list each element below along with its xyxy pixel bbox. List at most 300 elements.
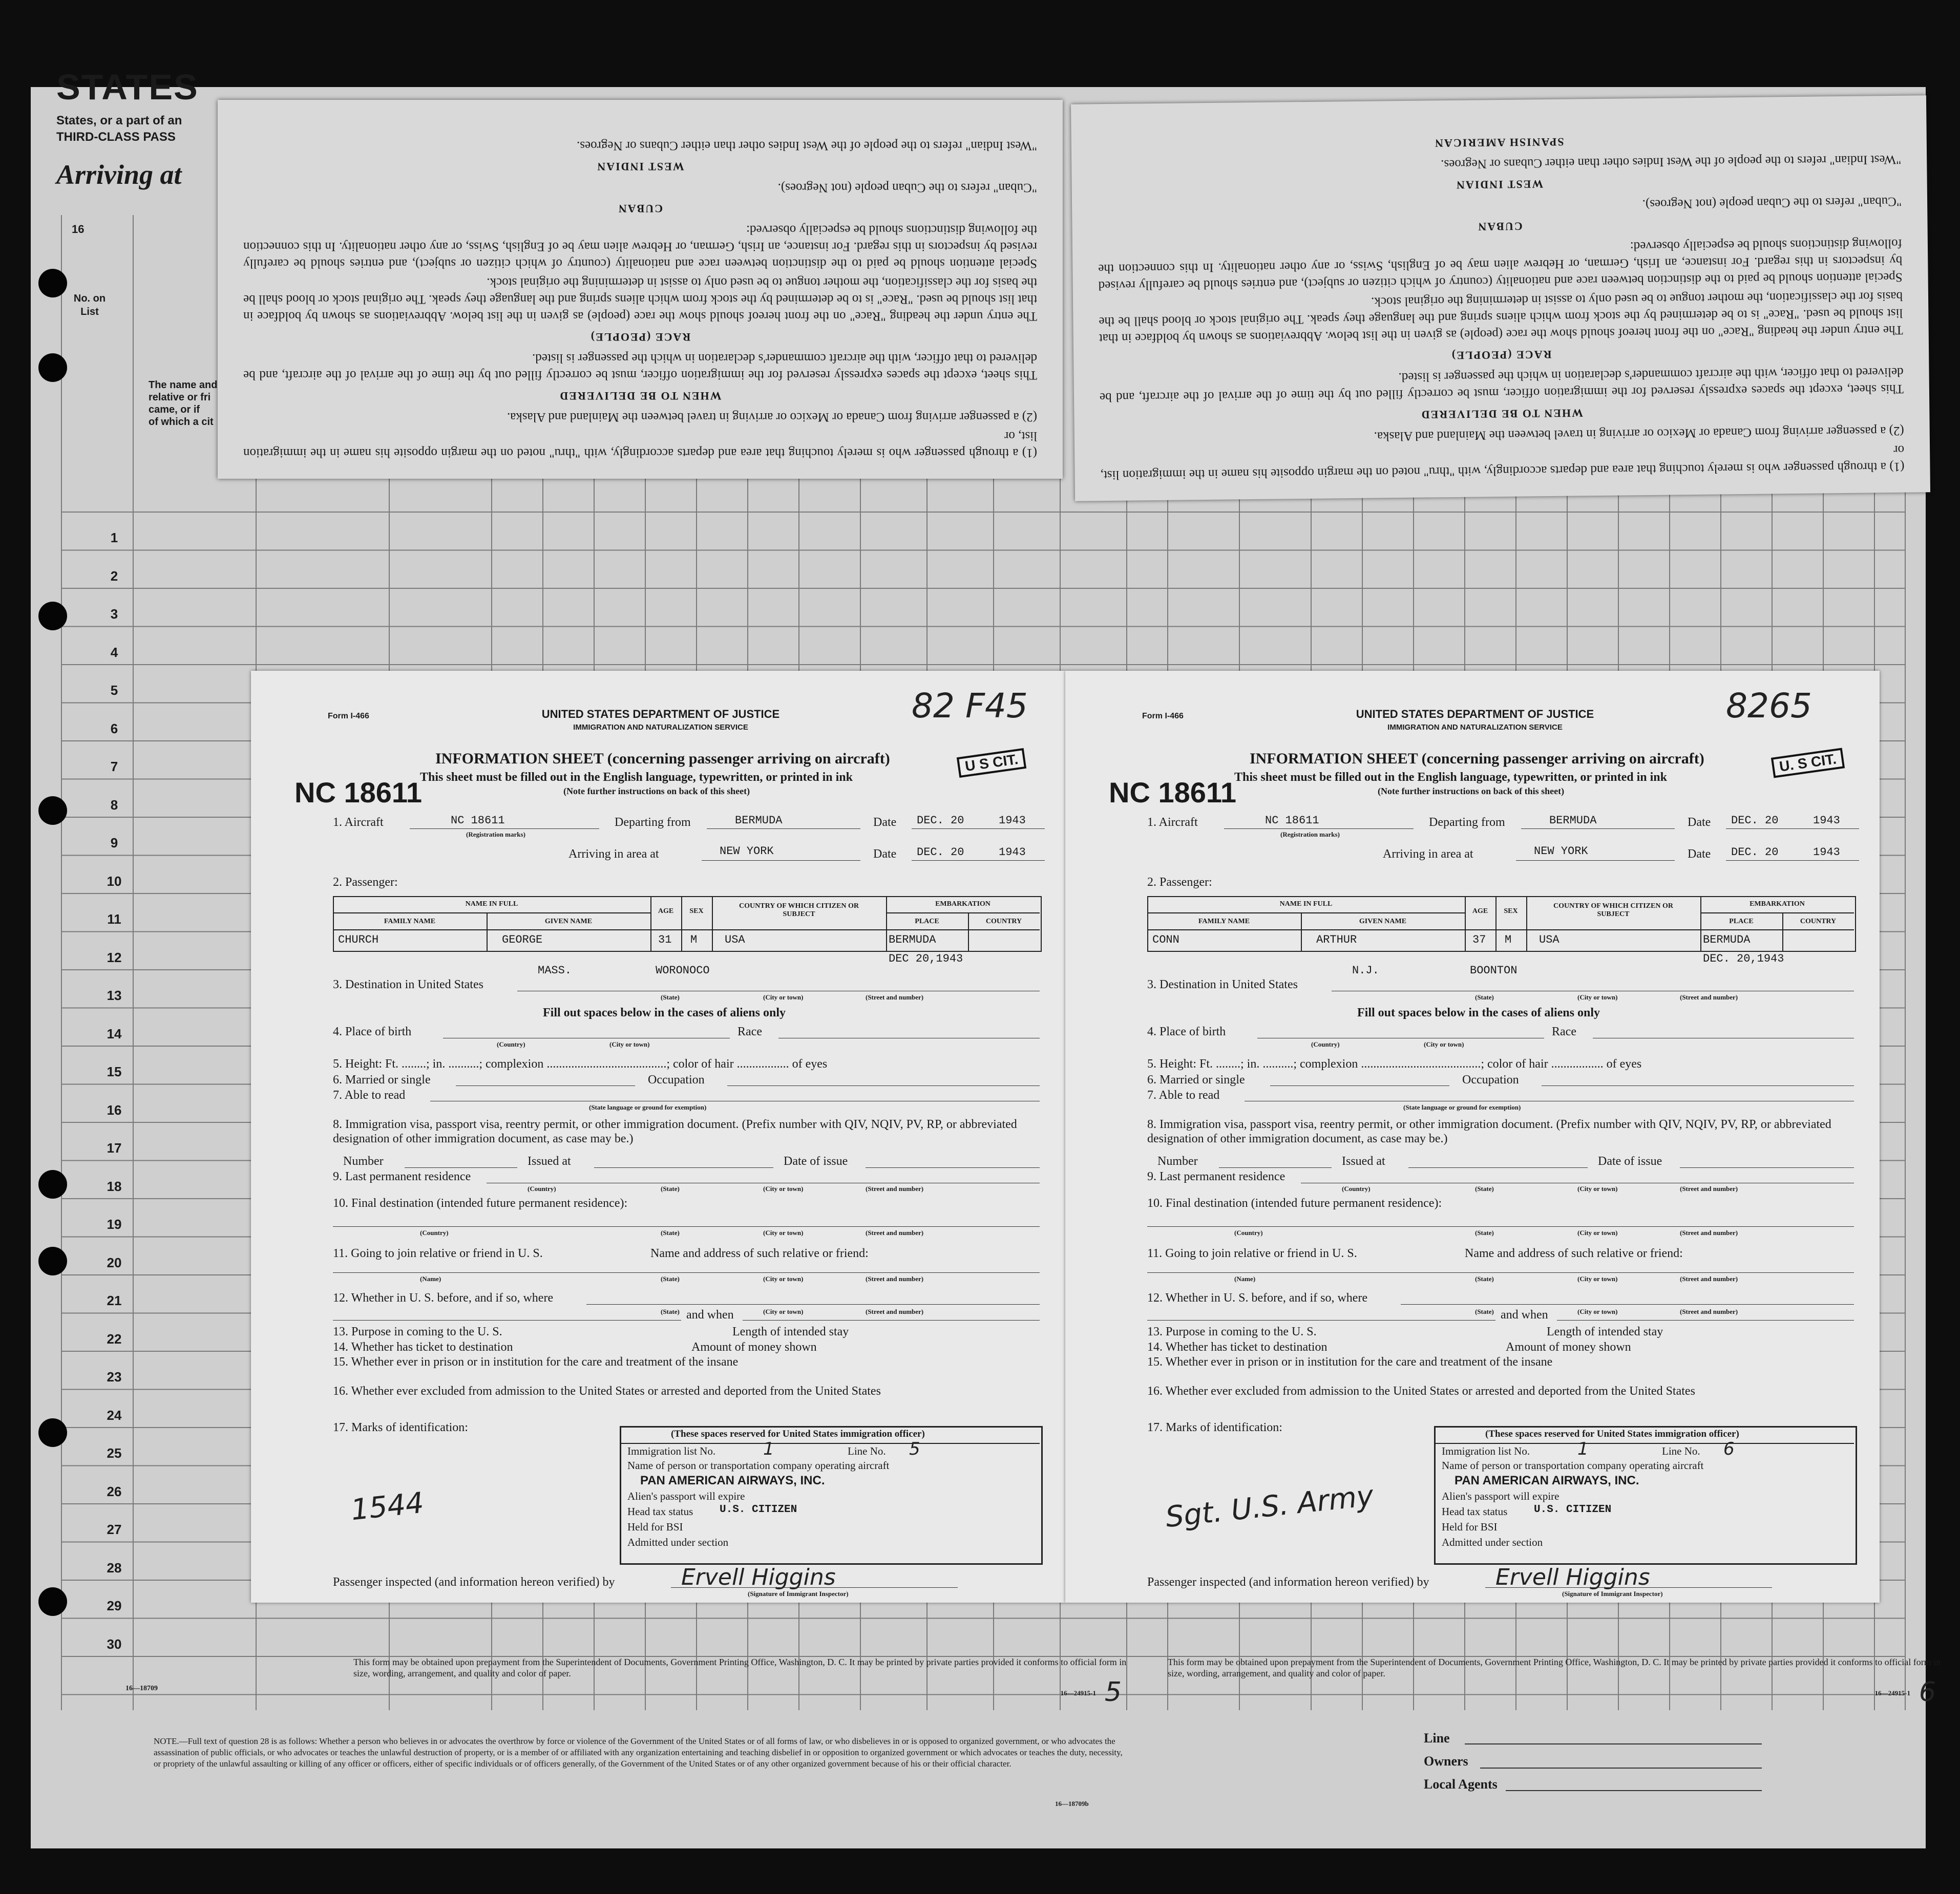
state-caption: (State)	[1475, 1229, 1494, 1237]
arriving-value: NEW YORK	[1534, 845, 1588, 858]
table-rule	[681, 896, 682, 951]
arrival-year: 1943	[1813, 846, 1840, 859]
slip-west-heading: WEST INDIAN	[596, 160, 684, 173]
inspected-label: Passenger inspected (and information hereon verified) by	[1147, 1576, 1429, 1589]
punch-hole	[38, 1587, 67, 1616]
street-caption: (Street and number)	[866, 1308, 924, 1315]
identification-marks: Sgt. U.S. Army	[1164, 1479, 1375, 1535]
held-bsi-label: Held for BSI	[627, 1521, 683, 1533]
sex-value: M	[1505, 933, 1512, 946]
given-name-value: GEORGE	[502, 933, 543, 946]
form-code: 16—24915-1	[1874, 1689, 1910, 1697]
form-code: 16—24915-1	[1060, 1689, 1096, 1697]
head-tax-label: Head tax status	[627, 1505, 693, 1518]
length-stay-label: Length of intended stay	[732, 1325, 849, 1338]
issued-at-field	[1408, 1167, 1588, 1168]
table-rule	[333, 912, 650, 913]
and-when-label: and when	[686, 1308, 734, 1322]
embarkation-date-value: DEC 20,1943	[889, 952, 963, 965]
manifest-note: NOTE.—Full text of question 28 is as follows: Whether a person who believes in or advocates the overthrow by force or violence of the Government of the United States or of all forms of law, or who disbelieves in or is opposed to organized government, or who advocates the assassination of public officials, or who advocates or teaches the unlawful destruction of property, or is a member of or affiliated with any organization entertaining and teaching disbelief in or opposition to organized government or which advocates or teaches the duty, necessity, or propriety of the unlawful assaulting or killing of any officer or officers, either of specific individuals or of officers generally, of the Government of the United States or of any other organized government because of his or their official character.	[154, 1736, 1123, 1769]
q4-label: 4. Place of birth	[1147, 1025, 1226, 1038]
row-number: 8	[110, 797, 118, 813]
arrival-date: DEC. 20	[917, 846, 964, 859]
citizen-value: USA	[1539, 933, 1559, 946]
row-number: 15	[107, 1064, 122, 1079]
state-caption: (State)	[661, 1308, 680, 1315]
arrival-date-field	[912, 860, 1045, 861]
state-caption: (State)	[661, 993, 680, 1001]
embarkation-header: EMBARKATION	[935, 900, 990, 908]
slip-when-heading: WHEN TO BE DELIVERED	[559, 390, 722, 402]
q1-label: 1. Aircraft	[1147, 816, 1198, 829]
table-rule	[650, 896, 651, 951]
length-stay-label: Length of intended stay	[1547, 1325, 1663, 1338]
given-name-header: GIVEN NAME	[1359, 918, 1407, 925]
departing-label: Departing from	[1429, 816, 1505, 829]
row-number: 3	[110, 606, 118, 622]
passport-expire-label: Alien's passport will expire	[1442, 1490, 1559, 1502]
q13-label: 13. Purpose in coming to the U. S.	[333, 1325, 502, 1338]
q6-label: 6. Married or single	[333, 1073, 431, 1087]
country-caption: (Country)	[1311, 1040, 1340, 1048]
given-name-header: GIVEN NAME	[544, 918, 593, 925]
row-number: 10	[107, 873, 122, 889]
country-header: COUNTRY	[1800, 918, 1837, 925]
occupation-label: Occupation	[1462, 1073, 1519, 1087]
q4-label: 4. Place of birth	[333, 1025, 412, 1038]
reserved-caption: (These spaces reserved for United States immigration officer)	[1485, 1429, 1739, 1439]
q11-label: 11. Going to join relative or friend in U. S.	[1147, 1247, 1357, 1260]
slip-item-1: (1) a through passenger who is merely touching that area and departs accordingly, with "thru" noted on the margin opposite his name in the immigration list, or	[1100, 442, 1905, 482]
q17-label: 17. Marks of identification:	[1147, 1421, 1282, 1434]
q10-label: 10. Final destination (intended future permanent residence):	[333, 1197, 628, 1210]
slip-spanish-heading: SPANISH AMERICAN	[1434, 135, 1564, 150]
state-caption: (State)	[1475, 993, 1494, 1001]
department-heading: UNITED STATES DEPARTMENT OF JUSTICE	[541, 708, 780, 720]
instructions-line: This sheet must be filled out in the English language, typewritten, or printed in ink	[1234, 771, 1667, 784]
q16-label: 16. Whether ever excluded from admission to the United States or arrested and deported from the United States	[1147, 1385, 1695, 1398]
aircraft-field	[410, 828, 599, 829]
q13-label: 13. Purpose in coming to the U. S.	[1147, 1325, 1317, 1338]
language-caption: (State language or ground for exemption)	[589, 1103, 707, 1111]
final-destination-field	[1147, 1226, 1854, 1227]
handwritten-number: 82 F45	[912, 686, 1028, 726]
registration-caption: (Registration marks)	[466, 831, 525, 838]
registration-handwritten: NC 18611	[1109, 776, 1237, 808]
table-rule	[1147, 912, 1465, 913]
age-value: 31	[658, 933, 672, 946]
country-caption: (Country)	[497, 1040, 525, 1048]
state-caption: (State)	[661, 1229, 680, 1237]
arriving-label: Arriving in area at	[568, 847, 659, 861]
table-rule	[333, 929, 1040, 930]
instructions-line: This sheet must be filled out in the English language, typewritten, or printed in ink	[420, 771, 853, 784]
row-number: 6	[110, 720, 118, 736]
money-label: Amount of money shown	[691, 1340, 817, 1354]
citizen-header: COUNTRY OF WHICH CITIZEN OR SUBJECT	[1553, 902, 1673, 918]
reserved-caption: (These spaces reserved for United States immigration officer)	[671, 1429, 925, 1439]
imm-list-value: 1	[1577, 1439, 1589, 1459]
sex-header: SEX	[1504, 907, 1518, 915]
aircraft-field	[1224, 828, 1414, 829]
passport-expire-label: Alien's passport will expire	[627, 1490, 745, 1502]
head-tax-value: U.S. CITIZEN	[720, 1504, 797, 1516]
street-caption: (Street and number)	[866, 1229, 924, 1237]
race-label: Race	[737, 1025, 762, 1038]
registration-caption: (Registration marks)	[1280, 831, 1340, 838]
aircraft-value: NC 18611	[451, 814, 505, 827]
fill-aliens-heading: Fill out spaces below in the cases of aliens only	[543, 1006, 786, 1019]
street-caption: (Street and number)	[866, 1185, 924, 1193]
instructions-note: (Note further instructions on back of this sheet)	[563, 786, 750, 796]
q5-label: 5. Height: Ft. ........; in. ..........; complexion .......................................; color of hair ................. of eyes	[333, 1057, 828, 1071]
admitted-label: Admitted under section	[1442, 1536, 1543, 1548]
slip-cuban-heading: CUBAN	[617, 202, 663, 215]
country-header: COUNTRY	[985, 918, 1022, 925]
signature-caption: (Signature of Immigrant Inspector)	[1562, 1590, 1663, 1598]
street-caption: (Street and number)	[1680, 1308, 1738, 1315]
when-field	[743, 1320, 1040, 1321]
departure-date: DEC. 20	[917, 814, 964, 827]
citizen-stamp: U. S CIT.	[1771, 748, 1845, 778]
form-footer-text: This form may be obtained upon prepayment from the Superintendent of Documents, Government Printing Office, Washington, D. C. It may be printed by private parties provided it conforms to official form in size, wording, arrangement, and quality and color of paper.	[1168, 1657, 1941, 1678]
language-caption: (State language or ground for exemption)	[1403, 1103, 1521, 1111]
previous-visit-field	[1401, 1304, 1854, 1305]
row-number: 19	[107, 1217, 122, 1232]
state-caption: (State)	[1475, 1275, 1494, 1283]
q5-label: 5. Height: Ft. ........; in. ..........; complexion .......................................; color of hair ................. of eyes	[1147, 1057, 1642, 1071]
state-caption: (State)	[661, 1275, 680, 1283]
when-field	[1557, 1320, 1854, 1321]
city-caption: (City or town)	[1577, 993, 1618, 1001]
city-caption: (City or town)	[763, 1229, 804, 1237]
signature-field	[671, 1587, 958, 1588]
service-heading: IMMIGRATION AND NATURALIZATION SERVICE	[573, 723, 748, 732]
departure-date: DEC. 20	[1731, 814, 1779, 827]
slip-west-text: "West Indian" refers to the people of the West Indies other than either Cubans or Negroes.	[1441, 152, 1902, 172]
issued-at-label: Issued at	[1342, 1155, 1385, 1168]
embarkation-header: EMBARKATION	[1750, 900, 1805, 908]
city-caption: (City or town)	[763, 1308, 804, 1315]
agents-field	[1506, 1790, 1762, 1791]
q14-label: 14. Whether has ticket to destination	[333, 1340, 513, 1354]
operator-value: PAN AMERICAN AIRWAYS, INC.	[640, 1474, 825, 1487]
aircraft-value: NC 18611	[1265, 814, 1319, 827]
date-label: Date	[1688, 816, 1711, 829]
line-field	[1465, 1743, 1762, 1744]
punch-hole	[38, 1247, 67, 1275]
instruction-slip-left	[218, 100, 1063, 479]
place-header: PLACE	[1729, 918, 1754, 925]
information-sheet-title: INFORMATION SHEET (concerning passenger arriving on aircraft)	[435, 750, 890, 767]
country-caption: (Country)	[1234, 1229, 1263, 1237]
column-number: 16	[72, 223, 85, 236]
row-number: 24	[107, 1407, 122, 1423]
and-when-label: and when	[1501, 1308, 1548, 1322]
slip-item-2: (2) a passenger arriving from Canada or Mexico or arriving in travel between the Mainland and Alaska.	[1374, 423, 1904, 443]
arrival-year: 1943	[999, 846, 1026, 859]
table-rule	[1465, 896, 1466, 951]
q11-label: 11. Going to join relative or friend in U. S.	[333, 1247, 543, 1260]
arriving-field	[1516, 860, 1675, 861]
destination-state-value: MASS.	[538, 964, 572, 977]
state-caption: (State)	[1475, 1308, 1494, 1315]
country-caption: (Country)	[1342, 1185, 1371, 1193]
q8-label: 8. Immigration visa, passport visa, reentry permit, or other immigration document. (Prefix number with QIV, NQIV, PV, RP, or abbreviated designation of other immigration document, as case may be.)	[333, 1118, 1017, 1145]
arrival-date-field	[1726, 860, 1859, 861]
table-rule	[1495, 896, 1497, 951]
street-caption: (Street and number)	[1680, 1185, 1738, 1193]
row-number: 27	[107, 1522, 122, 1537]
punch-hole	[38, 1170, 67, 1199]
department-heading: UNITED STATES DEPARTMENT OF JUSTICE	[1356, 708, 1594, 720]
date-issue-label: Date of issue	[1598, 1155, 1662, 1168]
arrival-date: DEC. 20	[1731, 846, 1779, 859]
age-header: AGE	[658, 907, 674, 915]
admitted-label: Admitted under section	[627, 1536, 729, 1548]
citizen-header: COUNTRY OF WHICH CITIZEN OR SUBJECT	[739, 902, 859, 918]
row-number: 4	[110, 644, 118, 660]
punch-hole	[38, 602, 67, 630]
slip-special-text: Special attention should be paid to the distinction between race and nationality (country of which citizen or subject), and entries should be carefully revised by inspectors in this regard. For instance, an Irish, German, or Hebrew alien may be of English, Swiss, or any other nationality. In this connection the following distinctions should be especially observed:	[243, 223, 1037, 270]
punch-hole	[38, 269, 67, 297]
q1-label: 1. Aircraft	[333, 816, 384, 829]
row-number: 1	[110, 530, 118, 545]
line-no-label: Line No.	[848, 1445, 886, 1457]
city-caption: (City or town)	[609, 1040, 650, 1048]
row-number: 20	[107, 1254, 122, 1270]
slip-race-heading: RACE (PEOPLE)	[589, 331, 691, 344]
state-caption: (State)	[661, 1185, 680, 1193]
state-caption: (State)	[1475, 1185, 1494, 1193]
row-number: 26	[107, 1483, 122, 1499]
q9-label: 9. Last permanent residence	[333, 1170, 471, 1183]
head-tax-label: Head tax status	[1442, 1505, 1508, 1518]
line-no-value: 5	[909, 1439, 920, 1459]
q3-label: 3. Destination in United States	[333, 978, 483, 991]
departing-label: Departing from	[615, 816, 691, 829]
date-issue-label: Date of issue	[784, 1155, 848, 1168]
q9-label: 9. Last permanent residence	[1147, 1170, 1285, 1183]
table-rule	[886, 912, 1040, 913]
sex-value: M	[690, 933, 698, 946]
previous-visit-field-2	[333, 1320, 681, 1321]
operator-label: Name of person or transportation company operating aircraft	[1442, 1459, 1704, 1472]
registration-handwritten: NC 18611	[294, 776, 423, 808]
owners-field	[1480, 1768, 1762, 1769]
q7-label: 7. Able to read	[333, 1089, 406, 1102]
line-no-label: Line No.	[1662, 1445, 1700, 1457]
table-rule	[712, 896, 713, 951]
row-number: 13	[107, 988, 122, 1003]
q17-label: 17. Marks of identification:	[333, 1421, 468, 1434]
issued-at-label: Issued at	[528, 1155, 571, 1168]
row-number: 18	[107, 1178, 122, 1194]
q7-label: 7. Able to read	[1147, 1089, 1220, 1102]
q3-label: 3. Destination in United States	[1147, 978, 1298, 991]
row-number: 25	[107, 1445, 122, 1461]
slip-west-heading: WEST INDIAN	[1455, 178, 1544, 191]
city-caption: (City or town)	[1577, 1185, 1618, 1193]
manifest-subtitle: States, or a part of an THIRD-CLASS PASS	[56, 114, 182, 144]
date-label: Date	[873, 816, 897, 829]
imm-list-label: Immigration list No.	[1442, 1445, 1530, 1457]
arriving-field	[702, 860, 860, 861]
held-bsi-label: Held for BSI	[1442, 1521, 1498, 1533]
form-code-b: 16—18709b	[1055, 1800, 1089, 1807]
relative-field	[1147, 1272, 1854, 1273]
information-sheet-title: INFORMATION SHEET (concerning passenger arriving on aircraft)	[1250, 750, 1704, 767]
family-name-header: FAMILY NAME	[384, 918, 436, 925]
column-text-header: The name and relative or fri came, or if of which a cit	[149, 379, 218, 428]
row-number: 12	[107, 949, 122, 965]
departure-year: 1943	[999, 814, 1026, 827]
name-in-full-header: NAME IN FULL	[465, 900, 518, 908]
date-label: Date	[873, 847, 897, 861]
date-label: Date	[1688, 847, 1711, 861]
street-caption: (Street and number)	[866, 993, 924, 1001]
row-number: 9	[110, 835, 118, 850]
operator-label: Name of person or transportation company operating aircraft	[627, 1459, 890, 1472]
form-number: Form I-466	[1142, 712, 1184, 720]
table-rule	[1700, 912, 1854, 913]
form-footer	[333, 1656, 1142, 1708]
q2-label: 2. Passenger:	[1147, 876, 1212, 889]
slip-item-2: (2) a passenger arriving from Canada or Mexico or arriving in travel between the Mainland and Alaska.	[507, 410, 1037, 424]
city-caption: (City or town)	[763, 1275, 804, 1283]
departing-field	[1521, 828, 1675, 829]
citizen-stamp: U S CIT.	[957, 748, 1027, 778]
slip-cuban-text: "Cuban" refers to the Cuban people (not Negroes).	[777, 181, 1037, 195]
family-name-value: CONN	[1152, 933, 1179, 946]
row-number: 5	[110, 683, 118, 698]
row-number: 23	[107, 1369, 122, 1385]
destination-state-value: N.J.	[1352, 964, 1379, 977]
embarkation-place-value: BERMUDA	[889, 933, 936, 946]
punch-hole	[38, 353, 67, 382]
q11b-label: Name and address of such relative or friend:	[650, 1247, 869, 1260]
number-label: Number	[343, 1155, 384, 1168]
given-name-value: ARTHUR	[1316, 933, 1357, 946]
sex-header: SEX	[689, 907, 704, 915]
owners-label: Owners	[1424, 1754, 1468, 1769]
q15-label: 15. Whether ever in prison or in institution for the care and treatment of the insane	[333, 1355, 739, 1369]
inspector-signature: Ervell Higgins	[681, 1564, 836, 1590]
street-caption: (Street and number)	[1680, 1229, 1738, 1237]
line-label: Line	[1424, 1731, 1450, 1746]
reserved-rule	[1434, 1443, 1854, 1444]
slip-west-text: "West Indian" refers to the people of the West Indies other than either Cubans or Negroes.	[577, 139, 1037, 153]
line-no-value: 6	[1723, 1439, 1735, 1459]
street-caption: (Street and number)	[1680, 1275, 1738, 1283]
form-footer-text: This form may be obtained upon prepayment from the Superintendent of Documents, Government Printing Office, Washington, D. C. It may be printed by private parties provided it conforms to official form in size, wording, arrangement, and quality and color of paper.	[353, 1657, 1127, 1678]
slip-cuban-heading: CUBAN	[1477, 220, 1523, 233]
previous-visit-field-2	[1147, 1320, 1495, 1321]
city-caption: (City or town)	[763, 1185, 804, 1193]
page-mark: 5	[1104, 1677, 1122, 1708]
departure-date-field	[912, 828, 1045, 829]
q14-label: 14. Whether has ticket to destination	[1147, 1340, 1327, 1354]
information-sheet	[1065, 671, 1880, 1603]
number-label: Number	[1157, 1155, 1198, 1168]
departing-value: BERMUDA	[1549, 814, 1597, 827]
race-label: Race	[1552, 1025, 1576, 1038]
manifest-arriving: Arriving at	[56, 159, 182, 190]
final-destination-field	[333, 1226, 1040, 1227]
slip-race-text: The entry under the heading "Race" on the front hereof should show the race (people) as given in the list below. Abbreviations as shown by boldface in that list should be used. "Race" is to be determined by the stock from which aliens spring and the language they speak. The original stock or blood shall be the basis for the classification, the mother tongue to be used only to assist in determining the original stock.	[1099, 289, 1903, 346]
slip-when-text: This sheet, except the spaces expressly reserved for the immigration officer, must be correctly filled out by the time of the arrival of the aircraft, and be delivered to that officer, with the aircraft commander's declaration in which the passenger is listed.	[243, 351, 1037, 382]
age-value: 37	[1472, 933, 1486, 946]
place-header: PLACE	[915, 918, 939, 925]
date-issue-field	[1680, 1167, 1854, 1168]
row-number: 22	[107, 1331, 122, 1347]
form-footer	[1147, 1656, 1956, 1708]
imm-list-value: 1	[763, 1439, 774, 1459]
q8-label: 8. Immigration visa, passport visa, reentry permit, or other immigration document. (Prefix number with QIV, NQIV, PV, RP, or abbreviated designation of other immigration document, as case may be.)	[1147, 1118, 1831, 1145]
slip-when-heading: WHEN TO BE DELIVERED	[1420, 407, 1584, 421]
row-number: 30	[107, 1636, 122, 1652]
row-number: 28	[107, 1560, 122, 1576]
signature-field	[1485, 1587, 1772, 1588]
signature-caption: (Signature of Immigrant Inspector)	[748, 1590, 849, 1598]
slip-special-text: Special attention should be paid to the distinction between race and nationality (country of which citizen or subject), and entries should be carefully revised by inspectors in this regard. For instance, an Irish, German, or Hebrew alien may be of English, Swiss, or any other nationality. In this connection the following distinctions should be especially observed:	[1098, 236, 1903, 293]
arriving-label: Arriving in area at	[1383, 847, 1473, 861]
arriving-value: NEW YORK	[720, 845, 774, 858]
slip-race-heading: RACE (PEOPLE)	[1450, 348, 1552, 363]
family-name-header: FAMILY NAME	[1198, 918, 1250, 925]
imm-list-label: Immigration list No.	[627, 1445, 716, 1457]
handwritten-number: 8265	[1726, 686, 1812, 726]
table-rule	[1147, 929, 1854, 930]
country-caption: (Country)	[420, 1229, 449, 1237]
departing-field	[707, 828, 860, 829]
no-on-list-header: No. on List	[73, 293, 106, 317]
punch-hole	[38, 796, 67, 825]
name-caption: (Name)	[420, 1275, 441, 1283]
reserved-rule	[620, 1443, 1040, 1444]
departure-date-field	[1726, 828, 1859, 829]
row-number: 11	[107, 911, 121, 927]
issued-at-field	[594, 1167, 773, 1168]
city-caption: (City or town)	[1424, 1040, 1464, 1048]
date-issue-field	[866, 1167, 1040, 1168]
city-caption: (City or town)	[1577, 1229, 1618, 1237]
city-caption: (City or town)	[1577, 1275, 1618, 1283]
inspector-signature: Ervell Higgins	[1495, 1564, 1650, 1590]
q10-label: 10. Final destination (intended future permanent residence):	[1147, 1197, 1442, 1210]
service-heading: IMMIGRATION AND NATURALIZATION SERVICE	[1387, 723, 1563, 732]
row-number: 21	[107, 1293, 122, 1308]
money-label: Amount of money shown	[1506, 1340, 1631, 1354]
row-number: 16	[107, 1102, 122, 1118]
slip-item-1: (1) a through passenger who is merely touching that area and departs accordingly, with "thru" noted on the margin opposite his name in the immigration list, or	[243, 429, 1037, 460]
city-caption: (City or town)	[763, 993, 804, 1001]
manifest-title: STATES	[56, 67, 199, 107]
q11b-label: Name and address of such relative or friend:	[1465, 1247, 1683, 1260]
punch-hole	[38, 1418, 67, 1447]
country-caption: (Country)	[528, 1185, 556, 1193]
family-name-value: CHURCH	[338, 933, 379, 946]
street-caption: (Street and number)	[866, 1275, 924, 1283]
row-number: 14	[107, 1026, 122, 1041]
embarkation-place-value: BERMUDA	[1703, 933, 1751, 946]
number-field	[1219, 1167, 1332, 1168]
q6-label: 6. Married or single	[1147, 1073, 1245, 1087]
relative-field	[333, 1272, 1040, 1273]
street-caption: (Street and number)	[1680, 993, 1738, 1001]
q2-label: 2. Passenger:	[333, 876, 398, 889]
name-caption: (Name)	[1234, 1275, 1256, 1283]
